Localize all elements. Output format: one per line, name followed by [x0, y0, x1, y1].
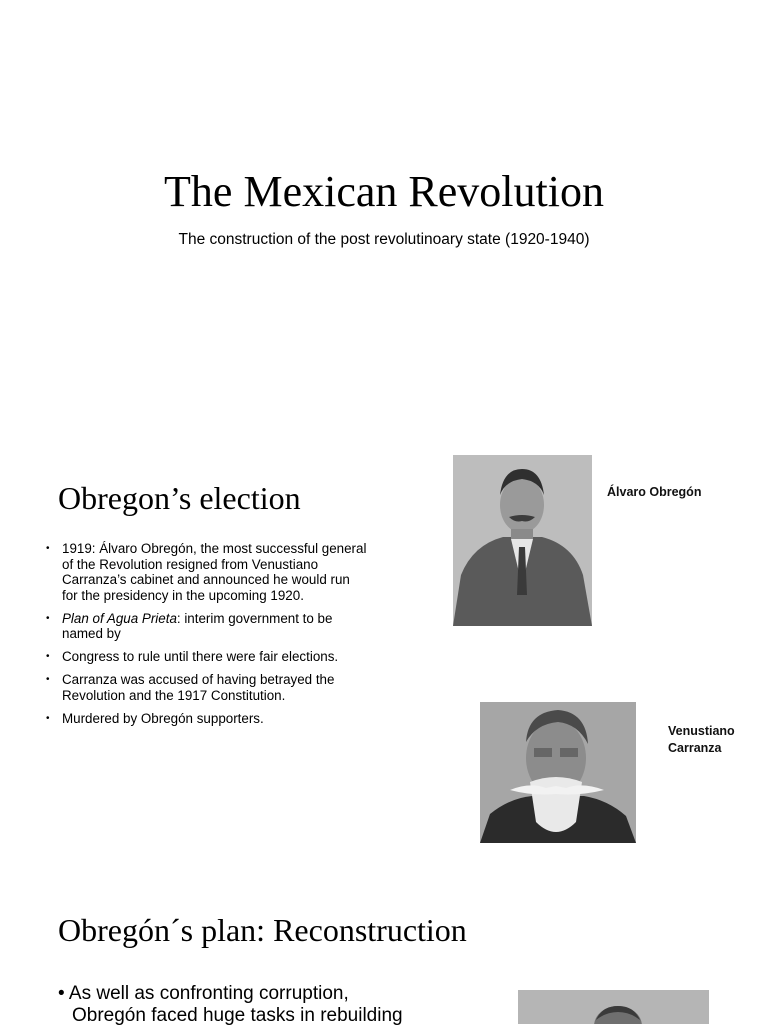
slide-title: The Mexican Revolution [164, 167, 604, 216]
caption-carranza [668, 723, 735, 757]
section-heading-reconstruction: Obregón´s plan: Reconstruction [58, 912, 467, 948]
caption-carranza-line1: Venustiano [668, 724, 735, 738]
plan-name: Plan of Agua Prieta [62, 610, 177, 626]
caption-carranza-line2: Carranza [668, 741, 722, 755]
bullet-text: Murdered by Obregón supporters. [62, 710, 264, 726]
bullet-dot: • [46, 543, 50, 554]
plan-description: : interim government to be named by [62, 610, 333, 641]
bullet-text: 1919: Álvaro Obregón, the most successful general of the Revolution resigned from Venustiano Carranza’s cabinet and announced he would run for the presidency in the upcoming 1920. [62, 541, 367, 603]
reconstruction-bullet [58, 983, 418, 1027]
bullet-text-line2: Obregón faced huge tasks in rebuilding [72, 1005, 403, 1026]
obregon-portrait-drawing [453, 455, 592, 626]
section-heading-election: Obregon’s election [58, 480, 301, 516]
slide-subtitle: The construction of the post revolutinoary state (1920-1940) [178, 231, 590, 248]
bullet-item [46, 541, 368, 603]
bullet-item [46, 611, 368, 642]
bullet-text-line1: As well as confronting corruption, [68, 983, 349, 1004]
reconstruction-bullet-line1 [58, 983, 418, 1005]
bullet-text [62, 611, 332, 642]
bullet-text: Carranza was accused of having betrayed the Revolution and the 1917 Constitution. [62, 672, 335, 703]
obregon-portrait [453, 455, 592, 626]
bullet-dot: • [46, 651, 50, 662]
caption-obregon: Álvaro Obregón [607, 485, 702, 499]
bullet-dot: • [58, 983, 65, 1004]
bullet-item [46, 711, 368, 727]
election-bullet-list [46, 541, 368, 734]
bullet-dot: • [46, 612, 50, 624]
bullet-item [46, 649, 368, 665]
bullet-text: Congress to rule until there were fair elections. [62, 649, 339, 664]
bullet-dot: • [46, 674, 50, 685]
carranza-portrait-drawing [480, 702, 636, 843]
reconstruction-portrait [518, 990, 709, 1024]
carranza-portrait [480, 702, 636, 843]
bullet-dot: • [46, 712, 50, 724]
bullet-item [46, 672, 368, 703]
reconstruction-portrait-drawing [518, 990, 709, 1024]
